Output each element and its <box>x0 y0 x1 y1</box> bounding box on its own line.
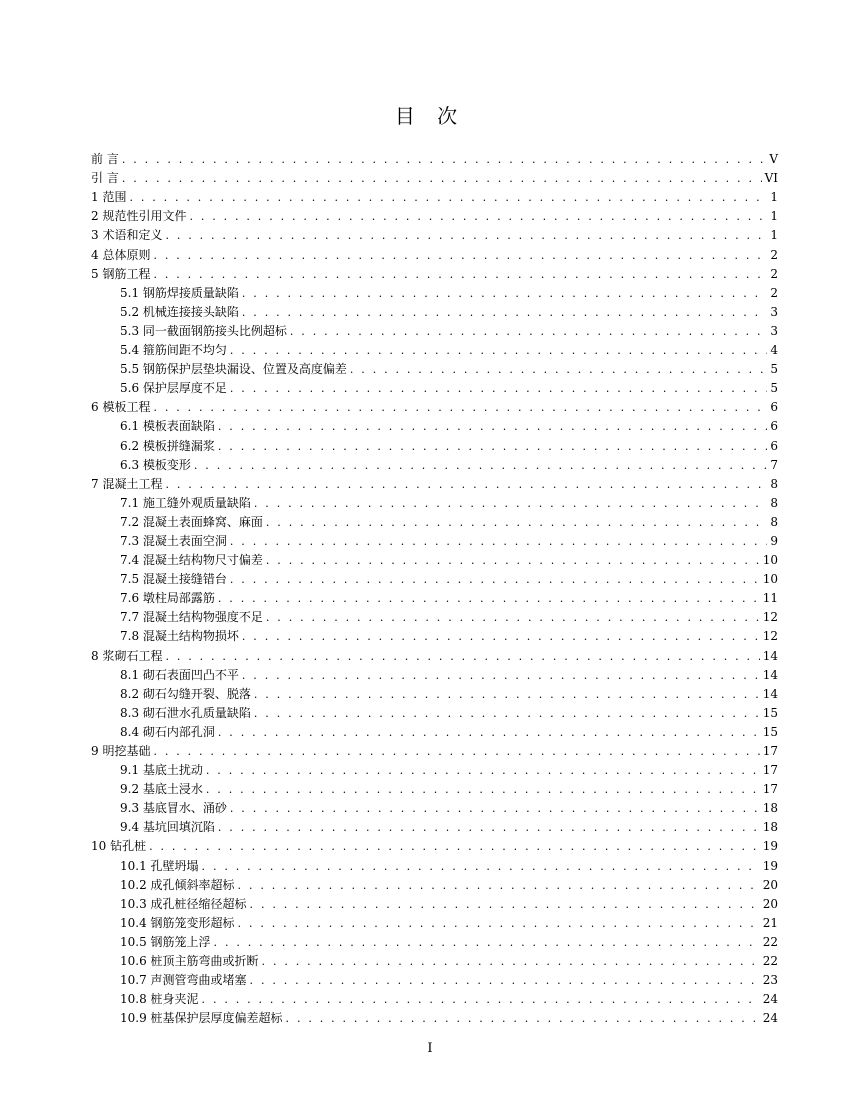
toc-entry-page-number: 6 <box>770 400 778 415</box>
toc-dot-leader <box>202 992 760 1007</box>
page-number: I <box>427 1041 433 1056</box>
toc-dot-leader <box>230 343 767 358</box>
toc-dot-leader <box>230 381 767 396</box>
toc-section-entry[interactable] <box>91 988 778 1007</box>
toc-entry-page-number: 6 <box>770 438 778 453</box>
toc-chapter-entry[interactable] <box>91 835 778 854</box>
toc-section-entry[interactable] <box>91 320 778 339</box>
toc-entry-page-number: 24 <box>762 992 778 1007</box>
toc-section-entry[interactable] <box>91 301 778 320</box>
toc-entry-label: 10.9 桩基保护层厚度偏差超标 <box>120 1011 283 1026</box>
toc-entry-page-number: V <box>769 152 778 167</box>
toc-chapter-entry[interactable] <box>91 740 778 759</box>
toc-chapter-entry[interactable] <box>91 205 778 224</box>
toc-entry-page-number: 8 <box>770 476 778 491</box>
toc-entry-label: 7.1 施工缝外观质量缺陷 <box>120 495 251 510</box>
toc-section-entry[interactable] <box>91 492 778 511</box>
toc-entry-page-number: 12 <box>762 629 778 644</box>
toc-dot-leader <box>242 668 760 683</box>
toc-dot-leader <box>153 267 767 282</box>
toc-entry-label: 10.6 桩顶主筋弯曲或折断 <box>120 954 259 969</box>
toc-entry-page-number: 24 <box>762 1011 778 1026</box>
toc-dot-leader <box>350 362 767 377</box>
toc-dot-leader <box>214 935 760 950</box>
toc-entry-page-number: 15 <box>762 705 778 720</box>
toc-dot-leader <box>262 954 760 969</box>
toc-dot-leader <box>266 515 767 530</box>
toc-entry-label: 7 混凝土工程 <box>91 476 163 491</box>
toc-dot-leader <box>218 419 767 434</box>
toc-entry-label: 10 钻孔桩 <box>91 839 147 854</box>
toc-entry-label: 前 言 <box>91 152 119 167</box>
toc-section-entry[interactable] <box>91 606 778 625</box>
toc-entry-page-number: 17 <box>762 763 778 778</box>
toc-entry-label: 7.7 混凝土结构物强度不足 <box>120 610 263 625</box>
toc-entry-label: 9.2 基底土浸水 <box>120 782 203 797</box>
toc-entry-label: 10.7 声测管弯曲或堵塞 <box>120 973 247 988</box>
toc-section-entry[interactable] <box>91 683 778 702</box>
toc-dot-leader <box>242 305 767 320</box>
toc-dot-leader <box>122 171 762 186</box>
toc-entry-page-number: 22 <box>762 934 778 949</box>
toc-chapter-entry[interactable] <box>91 167 778 186</box>
toc-entry-page-number: 7 <box>770 457 778 472</box>
toc-entry-label: 9 明挖基础 <box>91 744 151 758</box>
toc-section-entry[interactable] <box>91 549 778 568</box>
toc-entry-label: 6.2 模板拼缝漏浆 <box>120 438 215 453</box>
toc-entry-page-number: 20 <box>762 877 778 892</box>
toc-entry-page-number: 18 <box>762 801 778 816</box>
toc-dot-leader <box>266 553 760 568</box>
toc-entry-page-number: 11 <box>762 591 778 606</box>
toc-dot-leader <box>194 458 767 473</box>
toc-section-entry[interactable] <box>91 969 778 988</box>
toc-section-entry[interactable] <box>91 415 778 434</box>
toc-section-entry[interactable] <box>91 625 778 644</box>
toc-dot-leader <box>250 897 760 912</box>
toc-dot-leader <box>230 572 760 587</box>
toc-dot-leader <box>238 878 760 893</box>
toc-entry-page-number: 14 <box>762 686 778 701</box>
toc-entry-page-number: 23 <box>762 973 778 988</box>
toc-section-entry[interactable] <box>91 511 778 530</box>
toc-section-entry[interactable] <box>91 778 778 797</box>
toc-dot-leader <box>254 706 760 721</box>
toc-entry-page-number: 15 <box>762 724 778 739</box>
toc-section-entry[interactable] <box>91 339 778 358</box>
toc-entry-label: 7.3 混凝土表面空洞 <box>120 533 227 548</box>
toc-entry-label: 7.5 混凝土接缝错台 <box>120 572 227 587</box>
toc-entry-page-number: 3 <box>770 323 778 338</box>
toc-chapter-entry[interactable] <box>91 148 778 167</box>
toc-entry-page-number: 6 <box>770 419 778 434</box>
toc-dot-leader <box>230 801 760 816</box>
toc-dot-leader <box>165 228 767 243</box>
toc-chapter-entry[interactable] <box>91 644 778 663</box>
toc-section-entry[interactable] <box>91 912 778 931</box>
toc-entry-label: 10.5 钢筋笼上浮 <box>120 934 211 949</box>
toc-entry-page-number: 21 <box>762 915 778 930</box>
toc-chapter-entry[interactable] <box>91 243 778 262</box>
toc-dot-leader <box>242 286 767 301</box>
toc-entry-page-number: 14 <box>762 648 778 663</box>
toc-entry-page-number: 2 <box>770 266 778 281</box>
toc-dot-leader <box>218 820 760 835</box>
toc-dot-leader <box>206 763 760 778</box>
toc-entry-page-number: 10 <box>762 572 778 587</box>
toc-entry-label: 8.2 砌石勾缝开裂、脱落 <box>120 686 251 701</box>
toc-entry-label: 10.2 成孔倾斜率超标 <box>120 877 235 892</box>
toc-section-entry[interactable] <box>91 664 778 683</box>
toc-dot-leader <box>242 629 760 644</box>
toc-entry-page-number: 1 <box>770 228 778 243</box>
toc-entry-page-number: 8 <box>770 495 778 510</box>
toc-entry-page-number: 10 <box>762 553 778 568</box>
toc-entry-label: 9.1 基底土扰动 <box>120 763 203 778</box>
toc-entry-label: 8.1 砌石表面凹凸不平 <box>120 667 239 682</box>
toc-dot-leader <box>122 152 767 167</box>
toc-section-entry[interactable] <box>91 874 778 893</box>
toc-dot-leader <box>129 190 767 205</box>
toc-entry-page-number: 18 <box>762 820 778 835</box>
toc-entry-label: 6 模板工程 <box>91 400 151 415</box>
toc-entry-page-number: 2 <box>770 285 778 300</box>
toc-dot-leader <box>218 725 760 740</box>
toc-entry-page-number: 9 <box>770 533 778 548</box>
toc-entry-label: 5.6 保护层厚度不足 <box>120 381 227 396</box>
toc-dot-leader <box>254 687 760 702</box>
toc-section-entry[interactable] <box>91 434 778 453</box>
toc-chapter-entry[interactable] <box>91 263 778 282</box>
toc-entry-page-number: 19 <box>762 839 778 854</box>
toc-section-entry[interactable] <box>91 854 778 873</box>
toc-entry-label: 3 术语和定义 <box>91 228 163 243</box>
toc-dot-leader <box>218 591 760 606</box>
toc-entry-label: 8 浆砌石工程 <box>91 648 163 663</box>
toc-entry-label: 6.3 模板变形 <box>120 457 191 472</box>
toc-entry-label: 7.6 墩柱局部露筋 <box>120 591 215 606</box>
toc-section-entry[interactable] <box>91 950 778 969</box>
toc-section-entry[interactable] <box>91 893 778 912</box>
toc-entry-label: 10.8 桩身夹泥 <box>120 992 199 1007</box>
toc-section-entry[interactable] <box>91 816 778 835</box>
toc-section-entry[interactable] <box>91 377 778 396</box>
toc-dot-leader <box>153 248 767 263</box>
toc-entry-page-number: 5 <box>770 362 778 377</box>
toc-dot-leader <box>250 973 760 988</box>
toc-dot-leader <box>153 400 767 415</box>
toc-section-entry[interactable] <box>91 797 778 816</box>
toc-entry-label: 7.8 混凝土结构物损坏 <box>120 629 239 644</box>
toc-dot-leader <box>266 610 760 625</box>
toc-entry-page-number: 12 <box>762 610 778 625</box>
toc-entry-page-number: 17 <box>762 782 778 797</box>
toc-dot-leader <box>254 496 767 511</box>
toc-section-entry[interactable] <box>91 759 778 778</box>
toc-dot-leader <box>189 209 767 224</box>
toc-dot-leader <box>202 859 760 874</box>
page-title: 目 次 <box>394 104 466 128</box>
toc-entry-label: 7.2 混凝土表面蜂窝、麻面 <box>120 514 263 529</box>
toc-dot-leader <box>165 477 767 492</box>
toc-entry-label: 7.4 混凝土结构物尺寸偏差 <box>120 553 263 568</box>
toc-entry-label: 5 钢筋工程 <box>91 266 151 281</box>
toc-section-entry[interactable] <box>91 721 778 740</box>
toc-entry-label: 9.3 基底冒水、涌砂 <box>120 801 227 816</box>
table-of-contents <box>91 148 778 1026</box>
toc-section-entry[interactable] <box>91 358 778 377</box>
toc-section-entry[interactable] <box>91 568 778 587</box>
toc-entry-label: 5.4 箍筋间距不均匀 <box>120 343 227 358</box>
toc-entry-page-number: 19 <box>762 858 778 873</box>
toc-dot-leader <box>230 534 767 549</box>
toc-entry-label: 2 规范性引用文件 <box>91 209 187 224</box>
toc-entry-label: 5.3 同一截面钢筋接头比例超标 <box>120 323 287 338</box>
toc-entry-page-number: 5 <box>770 381 778 396</box>
toc-section-entry[interactable] <box>91 454 778 473</box>
toc-chapter-entry[interactable] <box>91 473 778 492</box>
toc-entry-page-number: VI <box>764 171 778 186</box>
toc-section-entry[interactable] <box>91 587 778 606</box>
toc-entry-label: 5.5 钢筋保护层垫块漏设、位置及高度偏差 <box>120 362 347 377</box>
toc-entry-label: 4 总体原则 <box>91 247 151 262</box>
toc-entry-page-number: 1 <box>770 209 778 224</box>
toc-dot-leader <box>286 1011 760 1026</box>
toc-chapter-entry[interactable] <box>91 186 778 205</box>
toc-dot-leader <box>218 439 767 454</box>
toc-chapter-entry[interactable] <box>91 396 778 415</box>
toc-section-entry[interactable] <box>91 702 778 721</box>
toc-entry-label: 1 范围 <box>91 190 127 205</box>
toc-entry-label: 8.3 砌石泄水孔质量缺陷 <box>120 705 251 720</box>
toc-section-entry[interactable] <box>91 282 778 301</box>
toc-entry-label: 5.1 钢筋焊接质量缺陷 <box>120 285 239 300</box>
toc-section-entry[interactable] <box>91 1007 778 1026</box>
toc-entry-label: 10.3 成孔桩径缩径超标 <box>120 896 247 911</box>
toc-dot-leader <box>206 782 760 797</box>
toc-entry-page-number: 2 <box>770 247 778 262</box>
toc-entry-page-number: 3 <box>770 304 778 319</box>
toc-entry-label: 5.2 机械连接接头缺陷 <box>120 304 239 319</box>
toc-entry-label: 引 言 <box>91 171 119 186</box>
toc-section-entry[interactable] <box>91 931 778 950</box>
toc-dot-leader <box>290 324 767 339</box>
toc-entry-page-number: 4 <box>770 343 778 358</box>
toc-chapter-entry[interactable] <box>91 224 778 243</box>
toc-entry-label: 6.1 模板表面缺陷 <box>120 419 215 434</box>
toc-dot-leader <box>165 649 759 664</box>
toc-dot-leader <box>149 839 760 854</box>
toc-entry-label: 10.1 孔壁坍塌 <box>120 858 199 873</box>
toc-entry-label: 8.4 砌石内部孔洞 <box>120 724 215 739</box>
toc-entry-label: 10.4 钢筋笼变形超标 <box>120 915 235 930</box>
toc-entry-page-number: 20 <box>762 896 778 911</box>
toc-dot-leader <box>153 744 759 759</box>
toc-entry-page-number: 17 <box>762 744 778 758</box>
toc-dot-leader <box>238 916 760 931</box>
toc-entry-page-number: 22 <box>762 954 778 969</box>
toc-entry-page-number: 14 <box>762 667 778 682</box>
toc-entry-page-number: 8 <box>770 514 778 529</box>
toc-entry-label: 9.4 基坑回填沉陷 <box>120 820 215 835</box>
toc-section-entry[interactable] <box>91 530 778 549</box>
toc-entry-page-number: 1 <box>770 190 778 205</box>
